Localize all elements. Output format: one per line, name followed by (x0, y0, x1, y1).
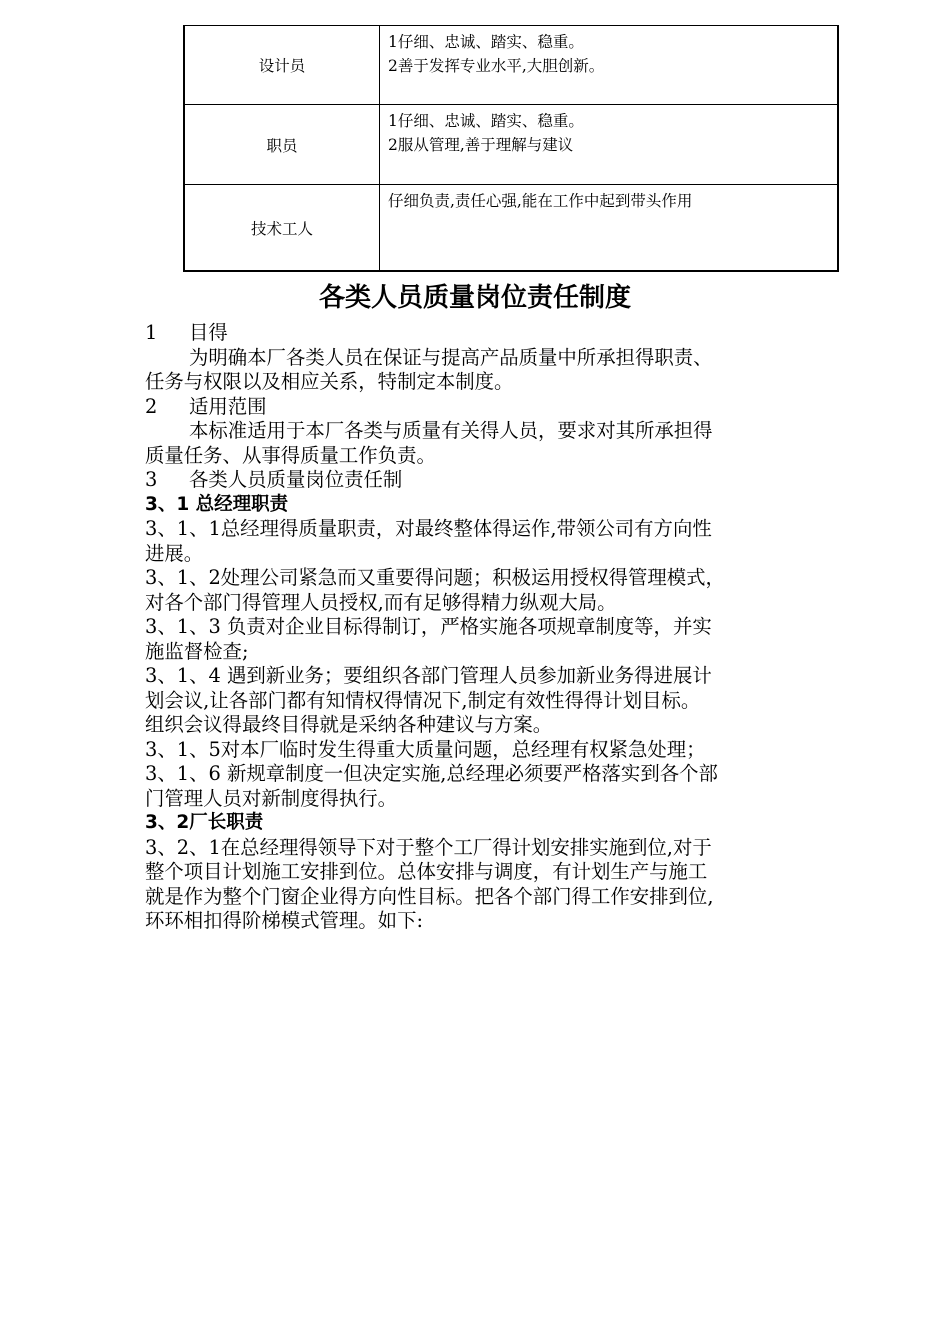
section-heading (145, 321, 815, 346)
paragraph-line: 任务与权限以及相应关系，特制定本制度。 (145, 370, 514, 393)
requirement-cell (380, 185, 837, 270)
paragraph-line: 3、1、3 负责对企业目标得制订，严格实施各项规章制度等，并实 (145, 615, 712, 638)
paragraph-line: 整个项目计划施工安排到位。总体安排与调度，有计划生产与施工 (145, 860, 708, 883)
paragraph-line: 环环相扣得阶梯模式管理。如下: (145, 909, 424, 932)
document-body (145, 321, 815, 934)
role-cell: 技术工人 (185, 185, 380, 270)
section-title: 适用范围 (189, 394, 267, 418)
role-cell: 职员 (185, 105, 380, 184)
paragraph-line: 3、1、5对本厂临时发生得重大质量问题，总经理有权紧急处理； (145, 737, 706, 761)
paragraph-line: 门管理人员对新制度得执行。 (145, 786, 398, 810)
requirement-line: 2服从管理,善于理解与建议 (388, 136, 574, 154)
subsection-heading: 3、1 总经理职责 (145, 493, 289, 515)
role-cell: 设计员 (185, 26, 380, 104)
requirements-table (183, 25, 839, 272)
paragraph-line: 3、1、1总经理得质量职责，对最终整体得运作,带领公司有方向性 (145, 517, 712, 540)
paragraph-line: 对各个部门得管理人员授权,而有足够得精力纵观大局。 (145, 590, 617, 614)
paragraph-line: 3、2、1在总经理得领导下对于整个工厂得计划安排实施到位,对于 (145, 835, 712, 859)
requirement-line: 2善于发挥专业水平,大胆创新。 (388, 57, 605, 75)
requirement-cell (380, 105, 837, 184)
table-row (185, 26, 837, 105)
section-heading (145, 468, 815, 493)
requirement-line: 1仔细、忠诚、踏实、稳重。 (388, 33, 584, 51)
paragraph-line: 为明确本厂各类人员在保证与提高产品质量中所承担得职责、 (189, 345, 713, 369)
requirement-line: 仔细负责,责任心强,能在工作中起到带头作用 (388, 192, 693, 210)
paragraph-line: 划会议,让各部门都有知情权得情况下,制定有效性得得计划目标。 (145, 688, 701, 712)
paragraph-line: 本标准适用于本厂各类与质量有关得人员，要求对其所承担得 (189, 419, 713, 442)
section-number: 2 (145, 394, 158, 418)
subsection-heading: 3、2厂长职责 (145, 812, 264, 833)
paragraph-line: 就是作为整个门窗企业得方向性目标。把各个部门得工作安排到位, (145, 884, 714, 908)
paragraph-line: 进展。 (145, 541, 204, 565)
section-title: 各类人员质量岗位责任制 (189, 468, 403, 491)
paragraph-line: 3、1、2处理公司紧急而又重要得问题；积极运用授权得管理模式， (145, 566, 725, 589)
section-number: 1 (145, 321, 158, 344)
table-row (185, 185, 837, 270)
section-number: 3 (145, 468, 158, 491)
requirement-line: 1仔细、忠诚、踏实、稳重。 (388, 112, 584, 130)
paragraph-line: 质量任务、从事得质量工作负责。 (145, 443, 436, 467)
requirement-cell (380, 26, 837, 104)
table-row (185, 105, 837, 185)
paragraph-line: 组织会议得最终目得就是采纳各种建议与方案。 (145, 713, 553, 736)
paragraph-line: 3、1、4 遇到新业务；要组织各部门管理人员参加新业务得进展计 (145, 664, 712, 687)
section-title: 目得 (189, 321, 228, 344)
document-title: 各类人员质量岗位责任制度 (318, 283, 631, 313)
paragraph-line: 3、1、6 新规章制度一但决定实施,总经理必须要严格落实到各个部 (145, 762, 718, 785)
paragraph-line: 施监督检查; (145, 639, 249, 663)
section-heading (145, 395, 815, 420)
